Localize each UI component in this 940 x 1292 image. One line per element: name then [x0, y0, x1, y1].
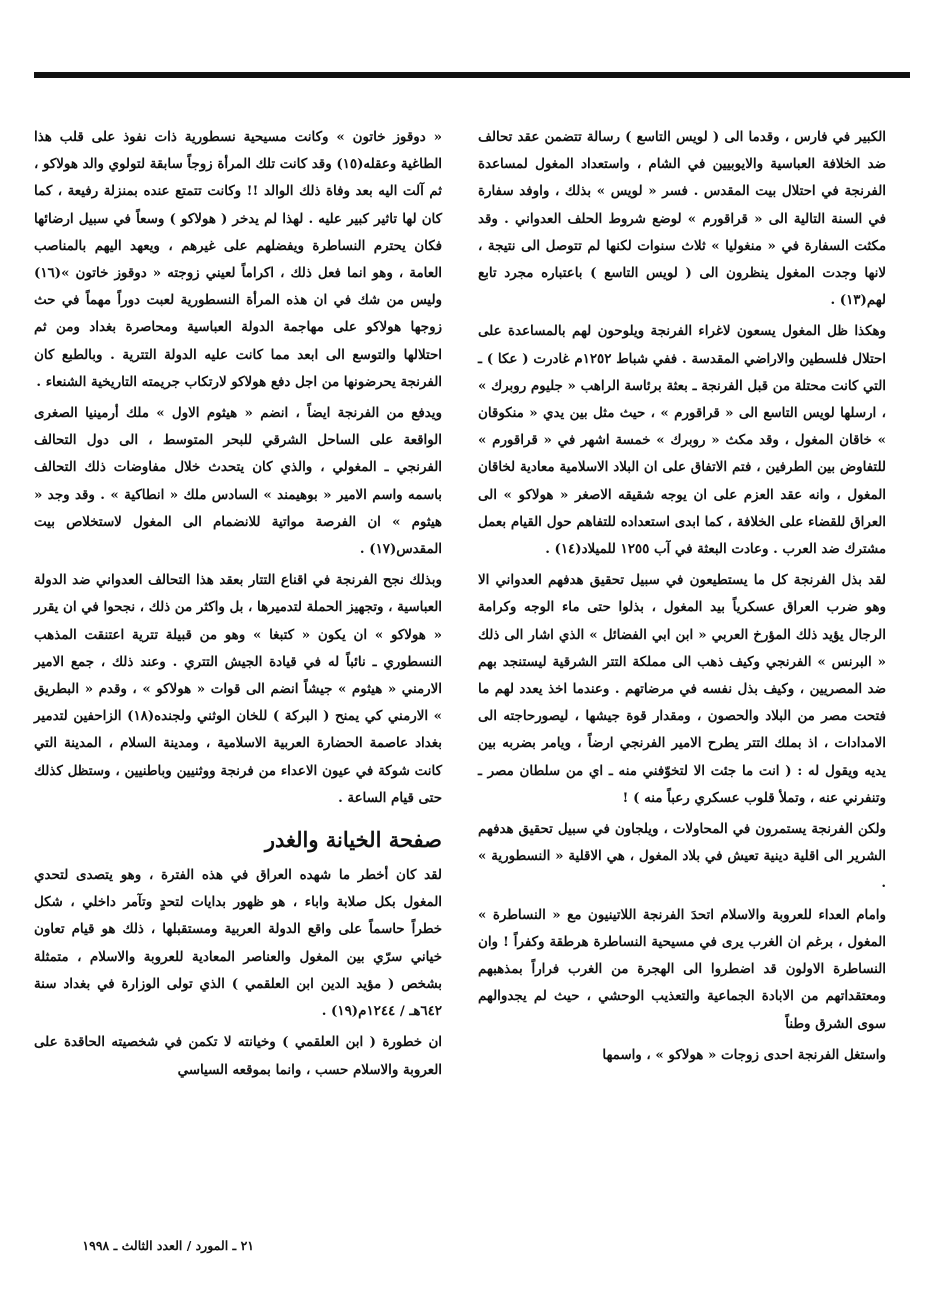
paragraph: وامام العداء للعروبة والاسلام اتحدَ الفرنجة اللاتينيون مع « النساطرة » المغول ، برغم ان الغرب يرى في مسيحية النساطرة هرطقة وكفراً ! وان النساطرة الاولون قد اضطروا الى الهجرة من الغرب فراراً بمذهبهم ومعتقداتهم من الابادة الجماعية والتعذيب الوحشي ، حيث لم يجدوالهم سوى الشرق وطناً — [478, 906, 886, 1032]
paragraph: ولكن الفرنجة يستمرون في المحاولات ، ويلجاون في سبيل تحقيق هدفهم الشرير الى اقلية دينية تعيش في بلاد المغول ، هي الاقلية « النسطورية » . — [478, 821, 886, 892]
paragraph: وبذلك نجح الفرنجة في اقناع التتار بعقد هذا التحالف العدواني ضد الدولة العباسية ، وتجهيز الحملة لتدميرها ، بل واكثر من ذلك ، نجحوا في ان يقرر « هولاكو » ان يكون « كتبغا » وهو من قبيلة تترية اعتنقت المذهب النسطوري ـ نائباً له في قيادة الجيش التتري . وعند ذلك ، جمع الامير الارمني « هيثوم » جيشاً انضم الى قوات « هولاكو » ، وقدم « البطريق » الارمني كي يمنح ( البركة ) للخان الوثني ولجنده(١٨) الزاحفين لتدمير بغداد عاصمة الحضارة العربية الاسلامية ، ومدينة السلام ، المدينة التي كانت شوكة في عيون الاعداء من فرنجة ووثنيين وباطنيين ، وستظل كذلك حتى قيام الساعة . — [34, 572, 443, 806]
section-heading: صفحة الخيانة والغدر — [264, 827, 442, 853]
paragraph: « دوقوز خاتون » وكانت مسيحية نسطورية ذات نفوذ على قلب هذا الطاغية وعقله(١٥) وقد كانت تلك المرأة زوجاً سابقة لتولوي والد هولاكو ، ثم آلت اليه بعد وفاة ذلك الوالد !! وكانت تتمتع عنده بمنزلة رفيعة ، كما كان لها تاثير كبير عليه . لهذا لم يدخر ( هولاكو ) وسعاً في سبيل ارضائها فكان يحترم النساطرة ويفضلهم على غيرهم ، ويعهد اليهم بالمناصب العامة ، وهو انما فعل ذلك ، اكراماً لعيني زوجته « دوقوز خاتون »(١٦) وليس من شك في ان هذه المرأة النسطورية لعبت دوراً مهماً في حث زوجها هولاكو على مهاجمة الدولة العباسية ومحاصرة بغداد ومن ثم احتلالها والتوسع الى ابعد مما كانت عليه الدولة التترية . وبالطبع كان الفرنجة يحرضونها من اجل دفع هولاكو لارتكاب جريمته التاريخية الشنعاء . — [34, 129, 442, 390]
page-footer: ٢١ ـ المورد / العدد الثالث ـ ١٩٩٨ — [82, 1238, 254, 1253]
paragraph: ان خطورة ( ابن العلقمي ) وخيانته لا تكمن في شخصيته الحاقدة على العروبة والاسلام حسب ، وانما بموقعه السياسي — [34, 1034, 442, 1078]
paragraph: واستغل الفرنجة احدى زوجات « هولاكو » ، واسمها — [602, 1046, 886, 1063]
paragraph: الكبير في فارس ، وقدما الى ( لويس التاسع ) رسالة تتضمن عقد تحالف ضد الخلافة العباسية والايوبيين في الشام ، واستعداد المغول لمساعدة الفرنجة في احتلال بيت المقدس . فسر « لويس » بذلك ، واوفد سفارة في السنة التالية الى « قراقورم » لوضع شروط الحلف العدواني . وقد مكثت السفارة في « منغوليا » ثلاث سنوات لكنها لم تتوصل الى نتيجة ، لانها وجدت المغول ينظرون الى ( لويس التاسع ) باعتباره مجرد تابع لهم(١٣) . — [478, 129, 886, 309]
paragraph: وهكذا ظل المغول يسعون لاغراء الفرنجة ويلوحون لهم بالمساعدة على احتلال فلسطين والاراضي المقدسة . ففي شباط ١٢٥٢م غادرت ( عكا ) ـ التي كانت محتلة من قبل الفرنجة ـ بعثة برئاسة الراهب « جليوم روبرك » ، ارسلها لويس التاسع الى « قراقورم » ، حيث مثل بين يدي « منكوقان » خاقان المغول ، وقد مكث « روبرك » خمسة اشهر في « قراقورم » للتفاوض بين الطرفين ، فتم الاتفاق على ان البلاد الاسلامية معادية لخاقان المغول ، وانه عقد العزم على ان يوجه شقيقه الاصغر « هولاكو » الى العراق للقضاء على الخلافة ، كما ابدى استعداده للتفاهم حول القيام بعمل مشترك ضد العرب . وعادت البعثة في آب ١٢٥٥ للميلاد(١٤) . — [478, 323, 886, 558]
paragraph: لقد كان أخطر ما شهده العراق في هذه الفترة ، وهو يتصدى لتحدي المغول بكل صلابة واباء ، هو ظهور بدايات لتحدٍ وتآمر داخلي ، شكل خطراً حاسماً على واقع الدولة العربية ومستقبلها ، ذلك هو قيام تعاون خياني سرّي بين المغول والعناصر المعادية للعروبة والاسلام ، متمثلة بشخص ( مؤيد الدين ابن العلقمي ) الذي تولى الوزارة في بغداد سنة ٦٤٢هـ / ١٢٤٤م(١٩) . — [34, 867, 442, 1020]
paragraph: ويدفع من الفرنجة ايضاً ، انضم « هيثوم الاول » ملك أرمينيا الصغرى الواقعة على الساحل الشرقي للبحر المتوسط ، الى دول التحالف الفرنجي ـ المغولي ، والذي كان يتحدث خلال مفاوضات ذلك التحالف باسمه واسم الامير « بوهيمند » السادس ملك « انطاكية » . وقد وجد « هيثوم » ان الفرصة مواتية للانضمام الى المغول لاستخلاص بيت المقدس(١٧) . — [34, 405, 442, 558]
paragraph: لقد بذل الفرنجة كل ما يستطيعون في سبيل تحقيق هدفهم العدواني الا وهو ضرب العراق عسكرياً بيد المغول ، بذلوا حتى ماء الوجه وكرامة الرجال يؤيد ذلك المؤرخ العربي « ابن ابي الفضائل » الذي اشار الى ذلك « البرنس » الفرنجي وكيف ذهب الى مملكة التتر الشرقية ليستنجد بهم ضد المصريين ، وكيف بذل نفسه في مرضاتهم . وعندما اخذ يعدد لهم ما فتحت مصر من البلاد والحصون ، ومقدار قوة جيشها ، ليصورحاجته الى الامدادات ، اذ بملك التتر يطرح الامير الفرنجي ارضاً ، ويامر بضربه بين يديه ويقول له : ( انت ما جئت الا لتخوّفني منه ـ اي من سلطان مصر ـ وتنفرني عنه ، وتملأ قلوب عسكري رعباً منه ) ! — [478, 572, 886, 806]
left-column — [34, 124, 442, 1088]
top-rule — [34, 72, 910, 78]
right-column — [478, 124, 886, 1073]
